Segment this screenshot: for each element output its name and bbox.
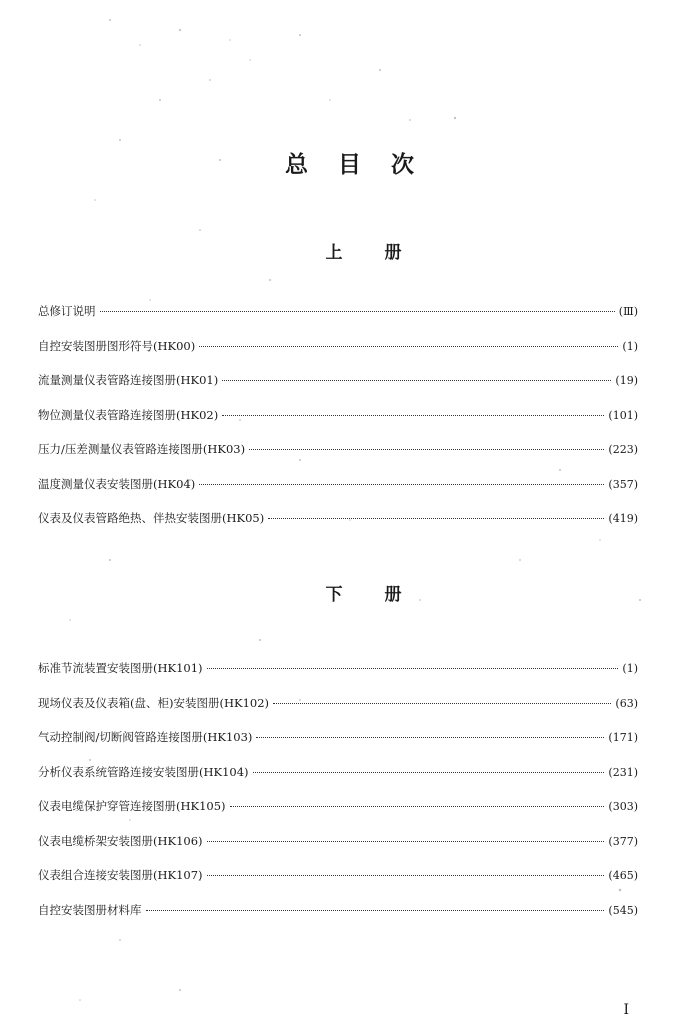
toc-entry-page: (1) [622, 662, 638, 675]
toc-entry-page: (Ⅲ) [618, 305, 638, 318]
dot-leader [230, 806, 605, 807]
dot-leader [199, 484, 604, 485]
toc-entry-label: 分析仪表系统管路连接安装图册(HK104) [38, 764, 249, 779]
toc-entry[interactable] [38, 338, 638, 373]
toc-entry-page: (223) [608, 443, 638, 456]
page-number: I [623, 1002, 629, 1018]
toc-entry-page: (231) [608, 765, 638, 779]
toc-entry-label: 现场仪表及仪表箱(盘、柜)安装图册(HK102) [38, 695, 270, 710]
dot-leader [273, 703, 611, 704]
toc-entry[interactable] [38, 798, 638, 833]
dot-leader [199, 346, 618, 347]
toc-entry-page: (63) [615, 696, 638, 710]
toc-entry[interactable] [38, 902, 638, 937]
toc-entry-page: (419) [608, 512, 638, 525]
toc-entry[interactable] [38, 833, 638, 868]
toc-entry-page: (465) [608, 869, 638, 882]
toc-entry[interactable] [38, 407, 638, 442]
dot-leader [146, 910, 605, 911]
toc-entry-label: 气动控制阀/切断阀管路连接图册(HK103) [38, 730, 253, 744]
toc-entry-label: 温度测量仪表安装图册(HK04) [38, 476, 196, 491]
toc-entry[interactable] [38, 764, 638, 799]
toc-entry-label: 标准节流装置安装图册(HK101) [38, 661, 203, 675]
toc-entry-label: 自控安装图册图形符号(HK00) [38, 338, 196, 353]
toc-entry[interactable] [38, 695, 638, 730]
dot-leader [222, 380, 611, 381]
toc-entry-page: (377) [608, 834, 638, 848]
toc-entry-page: (101) [608, 408, 638, 422]
toc-entry-label: 仪表电缆桥架安装图册(HK106) [38, 833, 203, 848]
toc-entry-label: 仪表电缆保护穿管连接图册(HK105) [38, 799, 226, 813]
toc-entry-label: 自控安装图册材料库 [38, 902, 142, 917]
toc-entry-label: 仪表组合连接安装图册(HK107) [38, 868, 203, 882]
toc-list-volume-1 [38, 303, 638, 545]
section-heading-volume-2: 下册 [325, 585, 444, 605]
dot-leader [253, 772, 605, 773]
dot-leader [256, 737, 604, 738]
page-title: 总目次 [285, 152, 444, 178]
dot-leader [100, 311, 615, 312]
toc-entry-label: 压力/压差测量仪表管路连接图册(HK03) [38, 442, 246, 456]
toc-entry[interactable] [38, 303, 638, 338]
toc-entry-page: (1) [622, 339, 638, 353]
toc-entry[interactable] [38, 729, 638, 764]
section-heading-volume-1: 上册 [325, 243, 444, 263]
toc-entry-page: (171) [608, 731, 638, 744]
dot-leader [249, 449, 604, 450]
toc-entry-label: 总修订说明 [38, 304, 96, 318]
dot-leader [207, 668, 619, 669]
toc-entry[interactable] [38, 510, 638, 545]
toc-entry[interactable] [38, 441, 638, 476]
toc-entry-page: (545) [608, 903, 638, 917]
dot-leader [268, 518, 604, 519]
toc-entry-page: (303) [608, 800, 638, 813]
dot-leader [207, 841, 605, 842]
toc-entry-page: (357) [608, 477, 638, 491]
toc-entry[interactable] [38, 372, 638, 407]
toc-entry-label: 物位测量仪表管路连接图册(HK02) [38, 407, 219, 422]
toc-entry-page: (19) [615, 374, 638, 387]
dot-leader [222, 415, 604, 416]
toc-entry-label: 仪表及仪表管路绝热、伴热安装图册(HK05) [38, 511, 265, 525]
toc-entry[interactable] [38, 867, 638, 902]
toc-entry-label: 流量测量仪表管路连接图册(HK01) [38, 373, 219, 387]
toc-entry[interactable] [38, 660, 638, 695]
dot-leader [207, 875, 605, 876]
toc-entry[interactable] [38, 476, 638, 511]
toc-list-volume-2 [38, 660, 638, 936]
